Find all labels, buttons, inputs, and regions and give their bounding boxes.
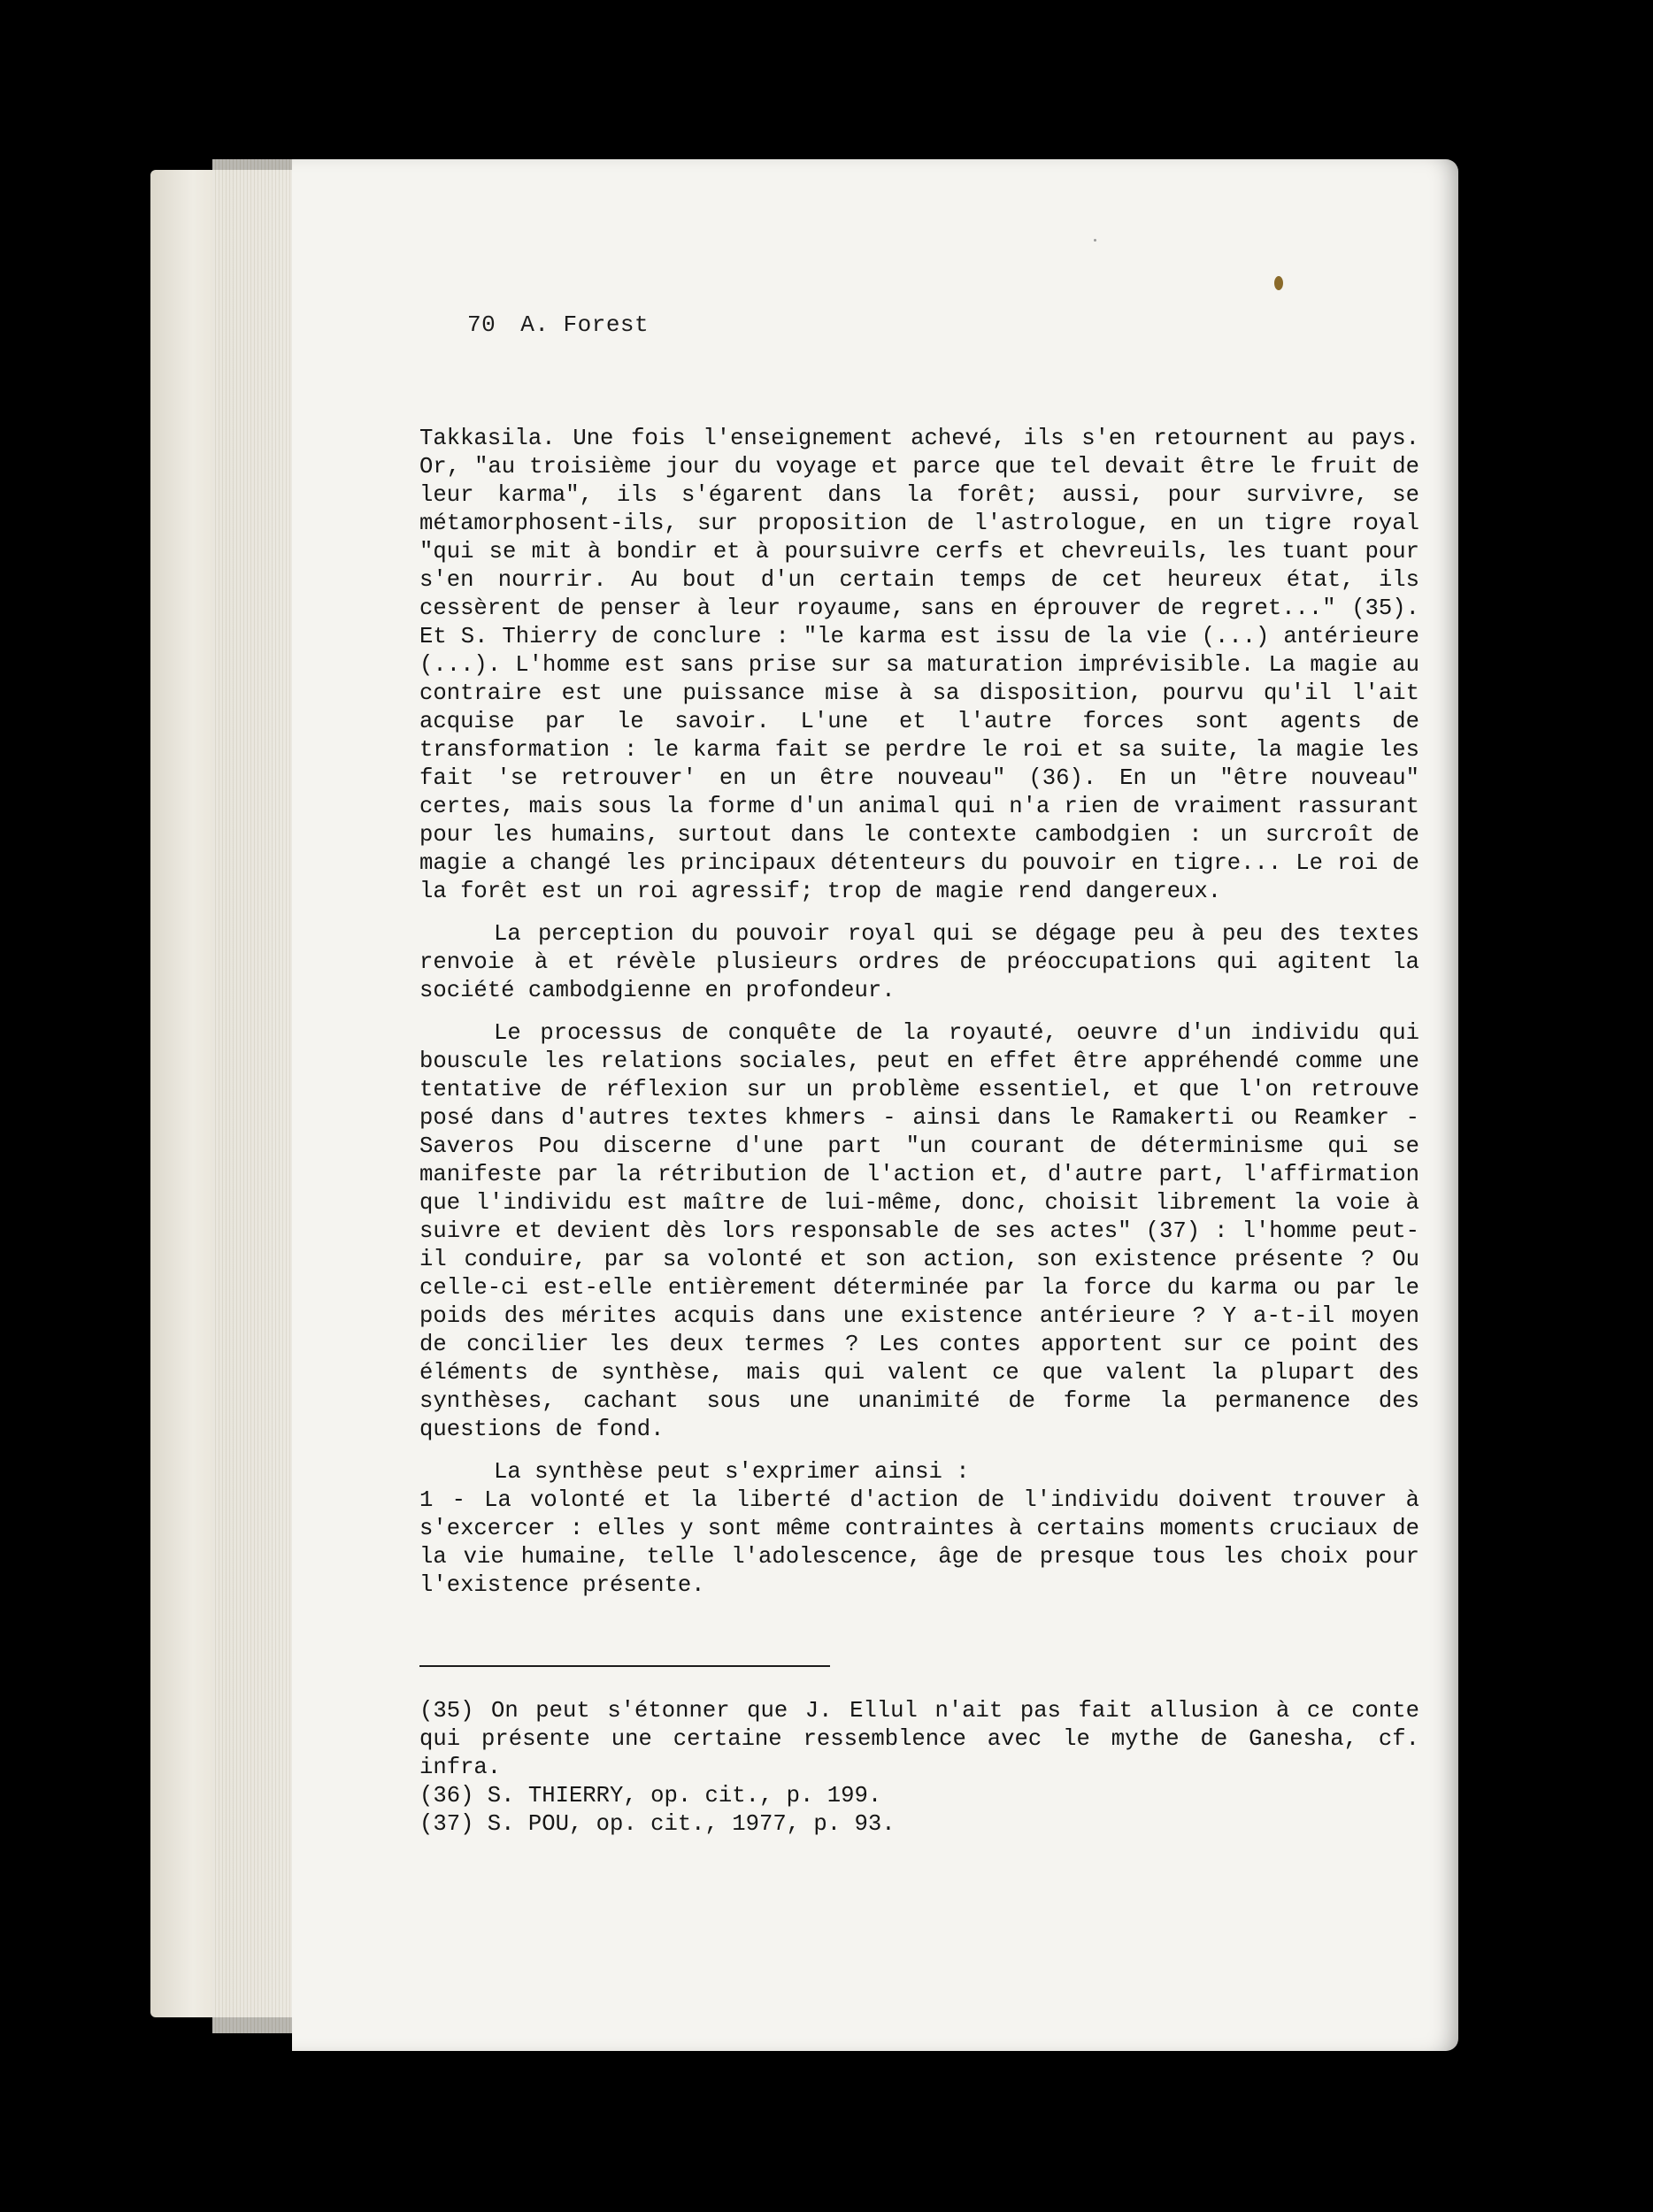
main-text [419,425,1419,1600]
footnote-35: (35) On peut s'étonner que J. Ellul n'ait pas fait allusion à ce conte qui présente une certaine ressemblence avec le mythe de Ganesha, cf. infra. [419,1698,1419,1780]
ink-spot [1274,276,1283,290]
paragraph-3: Le processus de conquête de la royauté, oeuvre d'un individu qui bouscule les relations sociales, peut en effet être appréhendé comme une tentative de réflexion sur un problème essentiel, et que l'on retrouve posé dans d'autres textes khmers - ainsi dans le Ramakerti ou Reamker - Saveros Pou discerne d'une part "un courant de déterminisme qui se manifeste par la rétribution de l'action et, d'autre part, l'affirmation que l'individu est maître de lui-même, donc, choisit librement la voie à suivre et devient dès lors responsable de ses actes" (37) : l'homme peut-il conduire, par sa volonté et son action, son existence présente ? Ou celle-ci est-elle entièrement déterminée par la force du karma ou par le poids des mérites acquis dans une existence antérieure ? Y a-t-il moyen de concilier les deux termes ? Les contes apportent sur ce point des éléments de synthèse, mais qui valent ce que valent la plupart des synthèses, cachant sous une unanimité de forme la permanence des questions de fond. [419,1020,1419,1442]
author-name: A. Forest [520,311,650,338]
footnote-37: (37) S. POU, op. cit., 1977, p. 93. [419,1811,896,1837]
page-number: 70 [467,311,496,338]
footnote-36: (36) S. THIERRY, op. cit., p. 199. [419,1783,882,1809]
book-page-stack [212,159,301,2033]
running-header [467,311,649,338]
footnotes [419,1697,1419,1839]
paper-speck [1094,239,1096,242]
paragraph-5: 1 - La volonté et la liberté d'action de l'individu doivent trouver à s'excercer : elles y sont même contraintes à certains moments cruciaux de la vie humaine, telle l'adolescence, âge de presque tous les choix pour l'existence présente. [419,1487,1419,1598]
paragraph-1: Takkasila. Une fois l'enseignement achevé, ils s'en retournent au pays. Or, "au troisième jour du voyage et parce que tel devait être le fruit de leur karma", ils s'égarent dans la forêt; aussi, pour survivre, se métamorphosent-ils, sur proposition de l'astrologue, en un tigre royal "qui se mit à bondir et à poursuivre cerfs et chevreuils, les tuant pour s'en nourrir. Au bout d'un certain temps de cet heureux état, ils cessèrent de penser à leur royaume, sans en éprouver de regret..." (35). Et S. Thierry de conclure : "le karma est issu de la vie (...) antérieure (...). L'homme est sans prise sur sa maturation imprévisible. La magie au contraire est une puissance mise à sa disposition, pourvu qu'il l'ait acquise par le savoir. L'une et l'autre forces sont agents de transformation : le karma fait se perdre le roi et sa suite, la magie les fait 'se retrouver' en un être nouveau" (36). En un "être nouveau" certes, mais sous la forme d'un animal qui n'a rien de vraiment rassurant pour les humains, surtout dans le contexte cambodgien : un surcroît de magie a changé les principaux détenteurs du pouvoir en tigre... Le roi de la forêt est un roi agressif; trop de magie rend dangereux. [419,426,1419,904]
footnote-rule [419,1665,830,1667]
paragraph-4: La synthèse peut s'exprimer ainsi : [494,1459,970,1485]
paragraph-2: La perception du pouvoir royal qui se dégage peu à peu des textes renvoie à et révèle plusieurs ordres de préoccupations qui agitent la société cambodgienne en profondeur. [419,921,1419,1003]
